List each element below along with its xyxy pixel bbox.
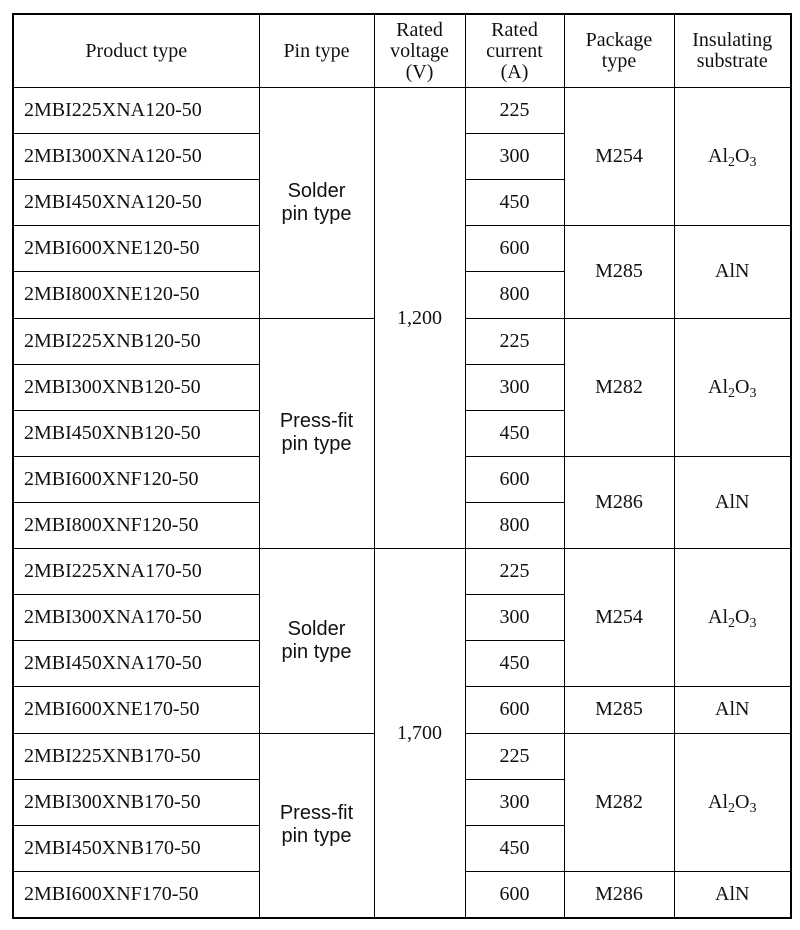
product-spec-table <box>12 13 792 919</box>
table-row <box>13 549 791 595</box>
pin-type-line: Press-fit <box>279 410 354 433</box>
substrate-cell: AlN <box>674 687 791 733</box>
rated-current-cell: 300 <box>465 364 564 410</box>
product-cell: 2MBI225XNA120-50 <box>13 88 259 134</box>
rated-current-cell: 300 <box>465 134 564 180</box>
substrate-cell: AlN <box>674 226 791 318</box>
pin-type-line: Press-fit <box>279 802 354 825</box>
header-package-type <box>564 14 674 88</box>
product-cell: 2MBI225XNB120-50 <box>13 318 259 364</box>
substrate-sub: 2 <box>728 616 736 632</box>
product-cell: 2MBI450XNB120-50 <box>13 410 259 456</box>
header-insulating-substrate <box>674 14 791 88</box>
rated-current-cell: 225 <box>465 733 564 779</box>
product-cell: 2MBI300XNB120-50 <box>13 364 259 410</box>
header-rated-voltage <box>374 14 465 88</box>
rated-voltage-cell: 1,700 <box>374 549 465 918</box>
substrate-sub: 2 <box>728 155 736 171</box>
header-line: Rated <box>396 18 443 41</box>
rated-current-cell: 225 <box>465 318 564 364</box>
rated-current-cell: 800 <box>465 502 564 548</box>
pin-type-line: pin type <box>281 640 352 663</box>
header-line: Insulating <box>692 29 773 51</box>
header-line: current <box>486 39 543 62</box>
substrate-al: Al <box>708 145 729 168</box>
substrate-cell: AlN <box>674 871 791 918</box>
header-line: type <box>601 50 637 72</box>
header-rated-current <box>465 14 564 88</box>
header-line: Rated <box>491 18 538 41</box>
product-cell: 2MBI225XNB170-50 <box>13 733 259 779</box>
substrate-sub: 3 <box>749 616 757 632</box>
rated-current-cell: 300 <box>465 595 564 641</box>
rated-current-cell: 600 <box>465 226 564 272</box>
rated-current-cell: 450 <box>465 825 564 871</box>
substrate-cell <box>674 88 791 226</box>
product-cell: 2MBI225XNA170-50 <box>13 549 259 595</box>
pin-type-line: pin type <box>281 825 352 848</box>
pin-type-line: Solder <box>287 179 346 202</box>
header-line: voltage <box>390 39 449 62</box>
header-line: Package <box>585 29 653 51</box>
rated-current-cell: 800 <box>465 272 564 318</box>
substrate-cell <box>674 318 791 456</box>
pin-type-line: pin type <box>281 202 352 225</box>
substrate-sub: 2 <box>728 800 736 816</box>
header-pin-type: Pin type <box>259 14 374 88</box>
substrate-al: Al <box>708 790 729 813</box>
header-row <box>13 14 791 88</box>
product-cell: 2MBI450XNB170-50 <box>13 825 259 871</box>
header-line: substrate <box>696 50 768 72</box>
header-line: (A) <box>500 60 529 83</box>
substrate-al: Al <box>708 375 729 398</box>
product-cell: 2MBI800XNE120-50 <box>13 272 259 318</box>
product-cell: 2MBI300XNA170-50 <box>13 595 259 641</box>
package-type-cell: M282 <box>564 318 674 456</box>
pin-type-cell <box>259 88 374 319</box>
pin-type-cell <box>259 318 374 549</box>
package-type-cell: M254 <box>564 88 674 226</box>
package-type-cell: M282 <box>564 733 674 871</box>
pin-type-line: pin type <box>281 433 352 456</box>
rated-current-cell: 450 <box>465 410 564 456</box>
rated-current-cell: 600 <box>465 871 564 918</box>
product-cell: 2MBI450XNA120-50 <box>13 180 259 226</box>
substrate-sub: 3 <box>749 385 757 401</box>
rated-current-cell: 450 <box>465 641 564 687</box>
header-product-type: Product type <box>13 14 259 88</box>
substrate-cell <box>674 733 791 871</box>
product-cell: 2MBI600XNF120-50 <box>13 456 259 502</box>
rated-voltage-cell: 1,200 <box>374 88 465 549</box>
rated-current-cell: 450 <box>465 180 564 226</box>
pin-type-cell <box>259 733 374 918</box>
package-type-cell: M285 <box>564 226 674 318</box>
substrate-al: Al <box>708 606 729 629</box>
substrate-o: O <box>735 145 750 168</box>
substrate-o: O <box>735 375 750 398</box>
package-type-cell: M285 <box>564 687 674 733</box>
product-cell: 2MBI600XNE170-50 <box>13 687 259 733</box>
product-cell: 2MBI600XNE120-50 <box>13 226 259 272</box>
rated-current-cell: 225 <box>465 88 564 134</box>
product-cell: 2MBI300XNB170-50 <box>13 779 259 825</box>
substrate-o: O <box>735 790 750 813</box>
substrate-cell: AlN <box>674 456 791 548</box>
product-cell: 2MBI600XNF170-50 <box>13 871 259 918</box>
rated-current-cell: 300 <box>465 779 564 825</box>
package-type-cell: M286 <box>564 871 674 918</box>
substrate-o: O <box>735 606 750 629</box>
rated-current-cell: 600 <box>465 687 564 733</box>
pin-type-cell <box>259 549 374 733</box>
package-type-cell: M286 <box>564 456 674 548</box>
product-cell: 2MBI300XNA120-50 <box>13 134 259 180</box>
substrate-sub: 3 <box>749 800 757 816</box>
rated-current-cell: 600 <box>465 456 564 502</box>
table-row <box>13 88 791 134</box>
product-cell: 2MBI800XNF120-50 <box>13 502 259 548</box>
header-line: (V) <box>405 60 434 83</box>
substrate-sub: 2 <box>728 385 736 401</box>
substrate-cell <box>674 549 791 687</box>
package-type-cell: M254 <box>564 549 674 687</box>
rated-current-cell: 225 <box>465 549 564 595</box>
pin-type-line: Solder <box>287 617 346 640</box>
substrate-sub: 3 <box>749 155 757 171</box>
product-cell: 2MBI450XNA170-50 <box>13 641 259 687</box>
